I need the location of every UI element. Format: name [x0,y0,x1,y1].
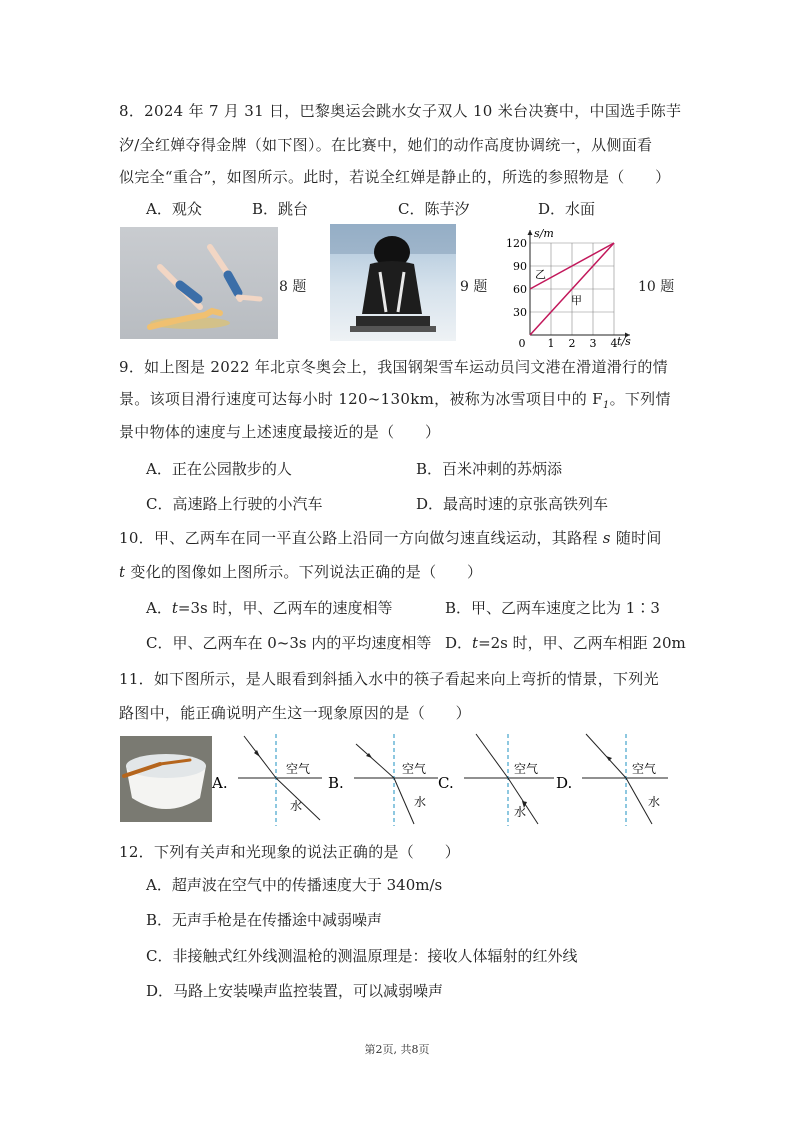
q8-line-3: 似完全“重合”，如图所示。此时，若说全红婵是静止的，所选的参照物是（ ） [119,168,671,186]
q9-line-2-text: 景。该项目滑行速度可达每小时 120~130km，被称为冰雪项目中的 F [119,390,603,408]
q10-option-a [146,597,392,618]
x-tick-label-0: 0 [518,337,526,347]
air-label: 空气 [286,762,311,776]
diagram-b [328,730,448,830]
q8-figure-label: 8 题 [279,279,307,295]
y-tick-label-60: 60 [513,283,527,296]
y-axis-label: s/m [534,227,554,240]
q9-line-1: 9．如上图是 2022 年北京冬奥会上，我国钢架雪车运动员闫文港在滑道滑行的情 [119,358,668,376]
y-tick-label-30: 30 [513,306,527,319]
q9-line-2-tail: 。下列情 [609,390,671,408]
refracted-ray [476,734,508,778]
skeleton-photo [330,224,456,341]
diving-photo [120,227,278,339]
q8-line-2: 汐/全红婵夺得金牌（如下图）。在比赛中，她们的动作高度协调统一，从侧面看 [119,136,653,154]
q10-option-d-var: t [472,634,479,652]
q10-line-2 [119,561,482,582]
q10-figure-label: 10 题 [638,279,675,295]
q12-option-b: B．无声手枪是在传播途中减弱噪声 [146,911,383,929]
page-footer: 第2页, 共8页 [364,1043,430,1056]
q8-option-b: B．跳台 [252,200,309,218]
q10-option-d [445,632,686,653]
y-tick-label-120: 120 [506,237,527,250]
q10-var-t: t [119,563,126,581]
q10-option-d-post: =2s 时，甲、乙两车相距 20m [478,634,686,652]
diagram-b-label: B. [328,774,344,792]
q9-subscript: 1 [602,400,610,411]
q10-option-a-pre: A． [146,599,172,617]
q9-figure-label: 9 题 [460,279,488,295]
q10-var-s: s [602,529,611,547]
q8-option-c: C．陈芋汐 [398,200,470,218]
divers-illustration [120,227,278,339]
diagram-a [210,730,330,830]
y-tick-label-90: 90 [513,260,527,273]
q9-option-c: C．高速路上行驶的小汽车 [146,495,323,513]
skeleton-athlete-illustration [330,224,456,341]
q10-option-a-var: t [171,599,178,617]
q8-line-1: 8．2024 年 7 月 31 日，巴黎奥运会跳水女子双人 10 米台决赛中，中国选手陈芋 [119,102,682,120]
q10-line-1 [119,527,662,548]
q10-option-b: B．甲、乙两车速度之比为 1∶3 [445,599,660,617]
q12-line: 12．下列有关声和光现象的说法正确的是（ ） [119,843,460,861]
diagram-d-label: D. [556,774,573,792]
bowl-illustration [120,736,212,822]
water-label: 水 [290,799,303,813]
incident-ray [356,744,394,778]
diagram-c [438,730,562,830]
diagram-a-label: A. [212,774,228,792]
chopstick-bowl-photo [120,736,212,822]
series-yi-label: 乙 [535,268,546,281]
q12-option-c: C．非接触式红外线测温枪的测温原理是：接收人体辐射的红外线 [146,947,578,965]
water-label: 水 [648,795,661,809]
air-label: 空气 [402,762,427,776]
q9-option-b: B．百米冲刺的苏炳添 [416,460,563,478]
q9-option-a: A．正在公园散步的人 [146,460,292,478]
q10-line-1-b: 随时间 [610,529,662,547]
q9-line-3: 景中物体的速度与上述速度最接近的是（ ） [119,423,441,441]
x-tick-label-4: 4 [610,337,618,347]
q10-option-a-post: =3s 时，甲、乙两车的速度相等 [177,599,393,617]
q8-option-d: D．水面 [538,200,596,218]
x-tick-label-2: 2 [568,337,576,347]
q8-option-a: A．观众 [146,200,202,218]
ray-arrow [606,756,612,761]
q10-line-1-a: 10．甲、乙两车在同一平直公路上沿同一方向做匀速直线运动，其路程 [119,529,603,547]
x-axis-label: t/s [617,335,631,347]
q11-line-2: 路图中，能正确说明产生这一现象原因的是（ ） [119,704,471,722]
q11-line-1: 11．如下图所示，是人眼看到斜插入水中的筷子看起来向上弯折的情景，下列光 [119,670,659,688]
diagram-c-label: C. [438,774,454,792]
q10-line-2-b: 变化的图像如上图所示。下列说法正确的是（ ） [125,563,483,581]
water-label: 水 [514,805,527,819]
water-label: 水 [414,795,427,809]
y-axis-arrow [528,230,533,235]
q9-line-2 [119,388,671,411]
q10-graph [505,222,635,347]
refracted-ray [394,778,414,824]
q9-option-d: D．最高时速的京张高铁列车 [416,495,609,513]
q12-option-d: D．马路上安装噪声监控装置，可以减弱噪声 [146,982,444,1000]
q12-option-a: A．超声波在空气中的传播速度大于 340m/s [146,876,443,894]
q10-option-c: C．甲、乙两车在 0~3s 内的平均速度相等 [146,634,432,652]
series-jia-label: 甲 [571,294,582,307]
x-tick-label-1: 1 [547,337,555,347]
q10-option-d-pre: D． [445,634,473,652]
x-tick-label-3: 3 [589,337,597,347]
diagram-d [556,730,676,830]
air-label: 空气 [514,762,539,776]
air-label: 空气 [632,762,657,776]
